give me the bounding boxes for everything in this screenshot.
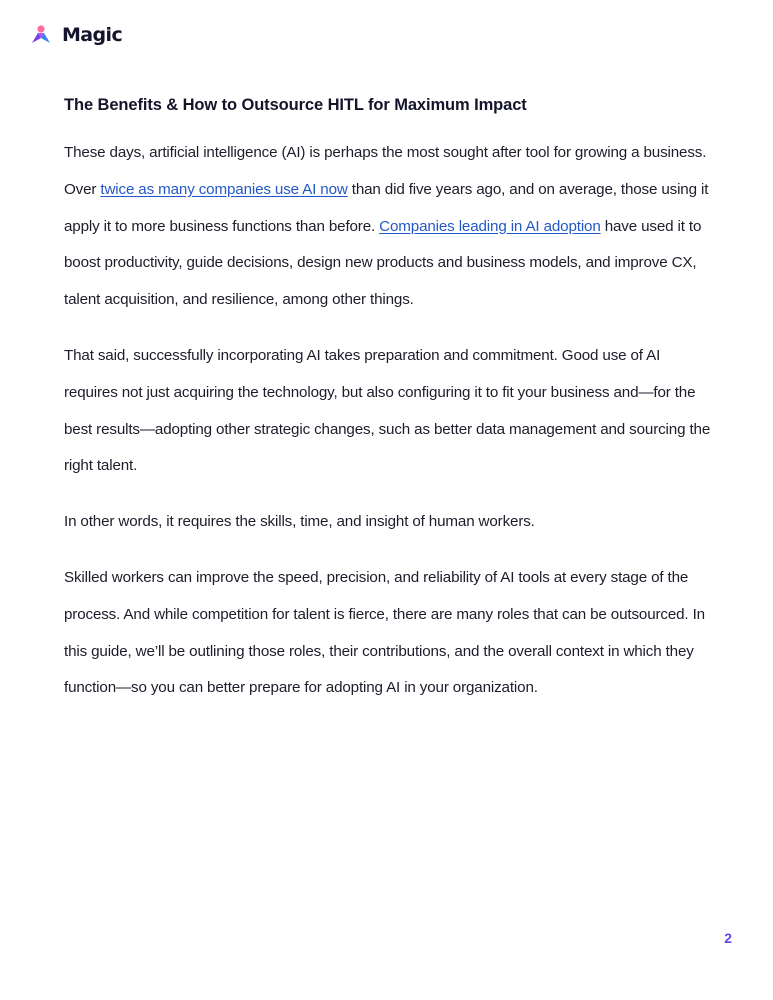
paragraph [64, 135, 714, 319]
paragraph-text: These days, artificial intelligence (AI) is perhaps the most sought after tool for growing a business. Over [64, 144, 707, 198]
paragraph-text: have used it to boost productivity, guide decisions, design new products and business models, and improve CX, talent acquisition, and resilience, among other things. [64, 217, 702, 309]
brand-logo [30, 24, 122, 46]
magic-logo-icon [30, 24, 52, 46]
paragraph [64, 338, 714, 485]
paragraph-text: That said, successfully incorporating AI takes preparation and commitment. Good use of AI requires not just acquiring the technology, but also configuring it to fit your business and—for the best results—adopting other strategic changes, such as better data management and sourcing the right talent. [64, 346, 711, 475]
paragraph-text: Skilled workers can improve the speed, precision, and reliability of AI tools at every stage of the process. And while competition for talent is fierce, there are many roles that can be outsourced. In this guide, we’ll be outlining those roles, their contributions, and the overall context in which they function—so you can better prepare for adopting AI in your organization. [64, 568, 705, 697]
paragraph-text: In other words, it requires the skills, time, and insight of human workers. [64, 513, 535, 531]
document-heading: The Benefits & How to Outsource HITL for Maximum Impact [64, 96, 527, 114]
document-body [64, 92, 714, 726]
link-twice-as-many-companies[interactable]: twice as many companies use AI now [100, 180, 348, 198]
paragraph [64, 504, 714, 541]
page-number: 2 [724, 930, 732, 946]
paragraph-text: than did five years ago, and on average, those using it apply it to more business functions than before. [64, 180, 709, 235]
paragraph [64, 560, 714, 707]
brand-name: Magic [62, 24, 123, 46]
link-companies-leading[interactable]: Companies leading in AI adoption [379, 217, 601, 235]
